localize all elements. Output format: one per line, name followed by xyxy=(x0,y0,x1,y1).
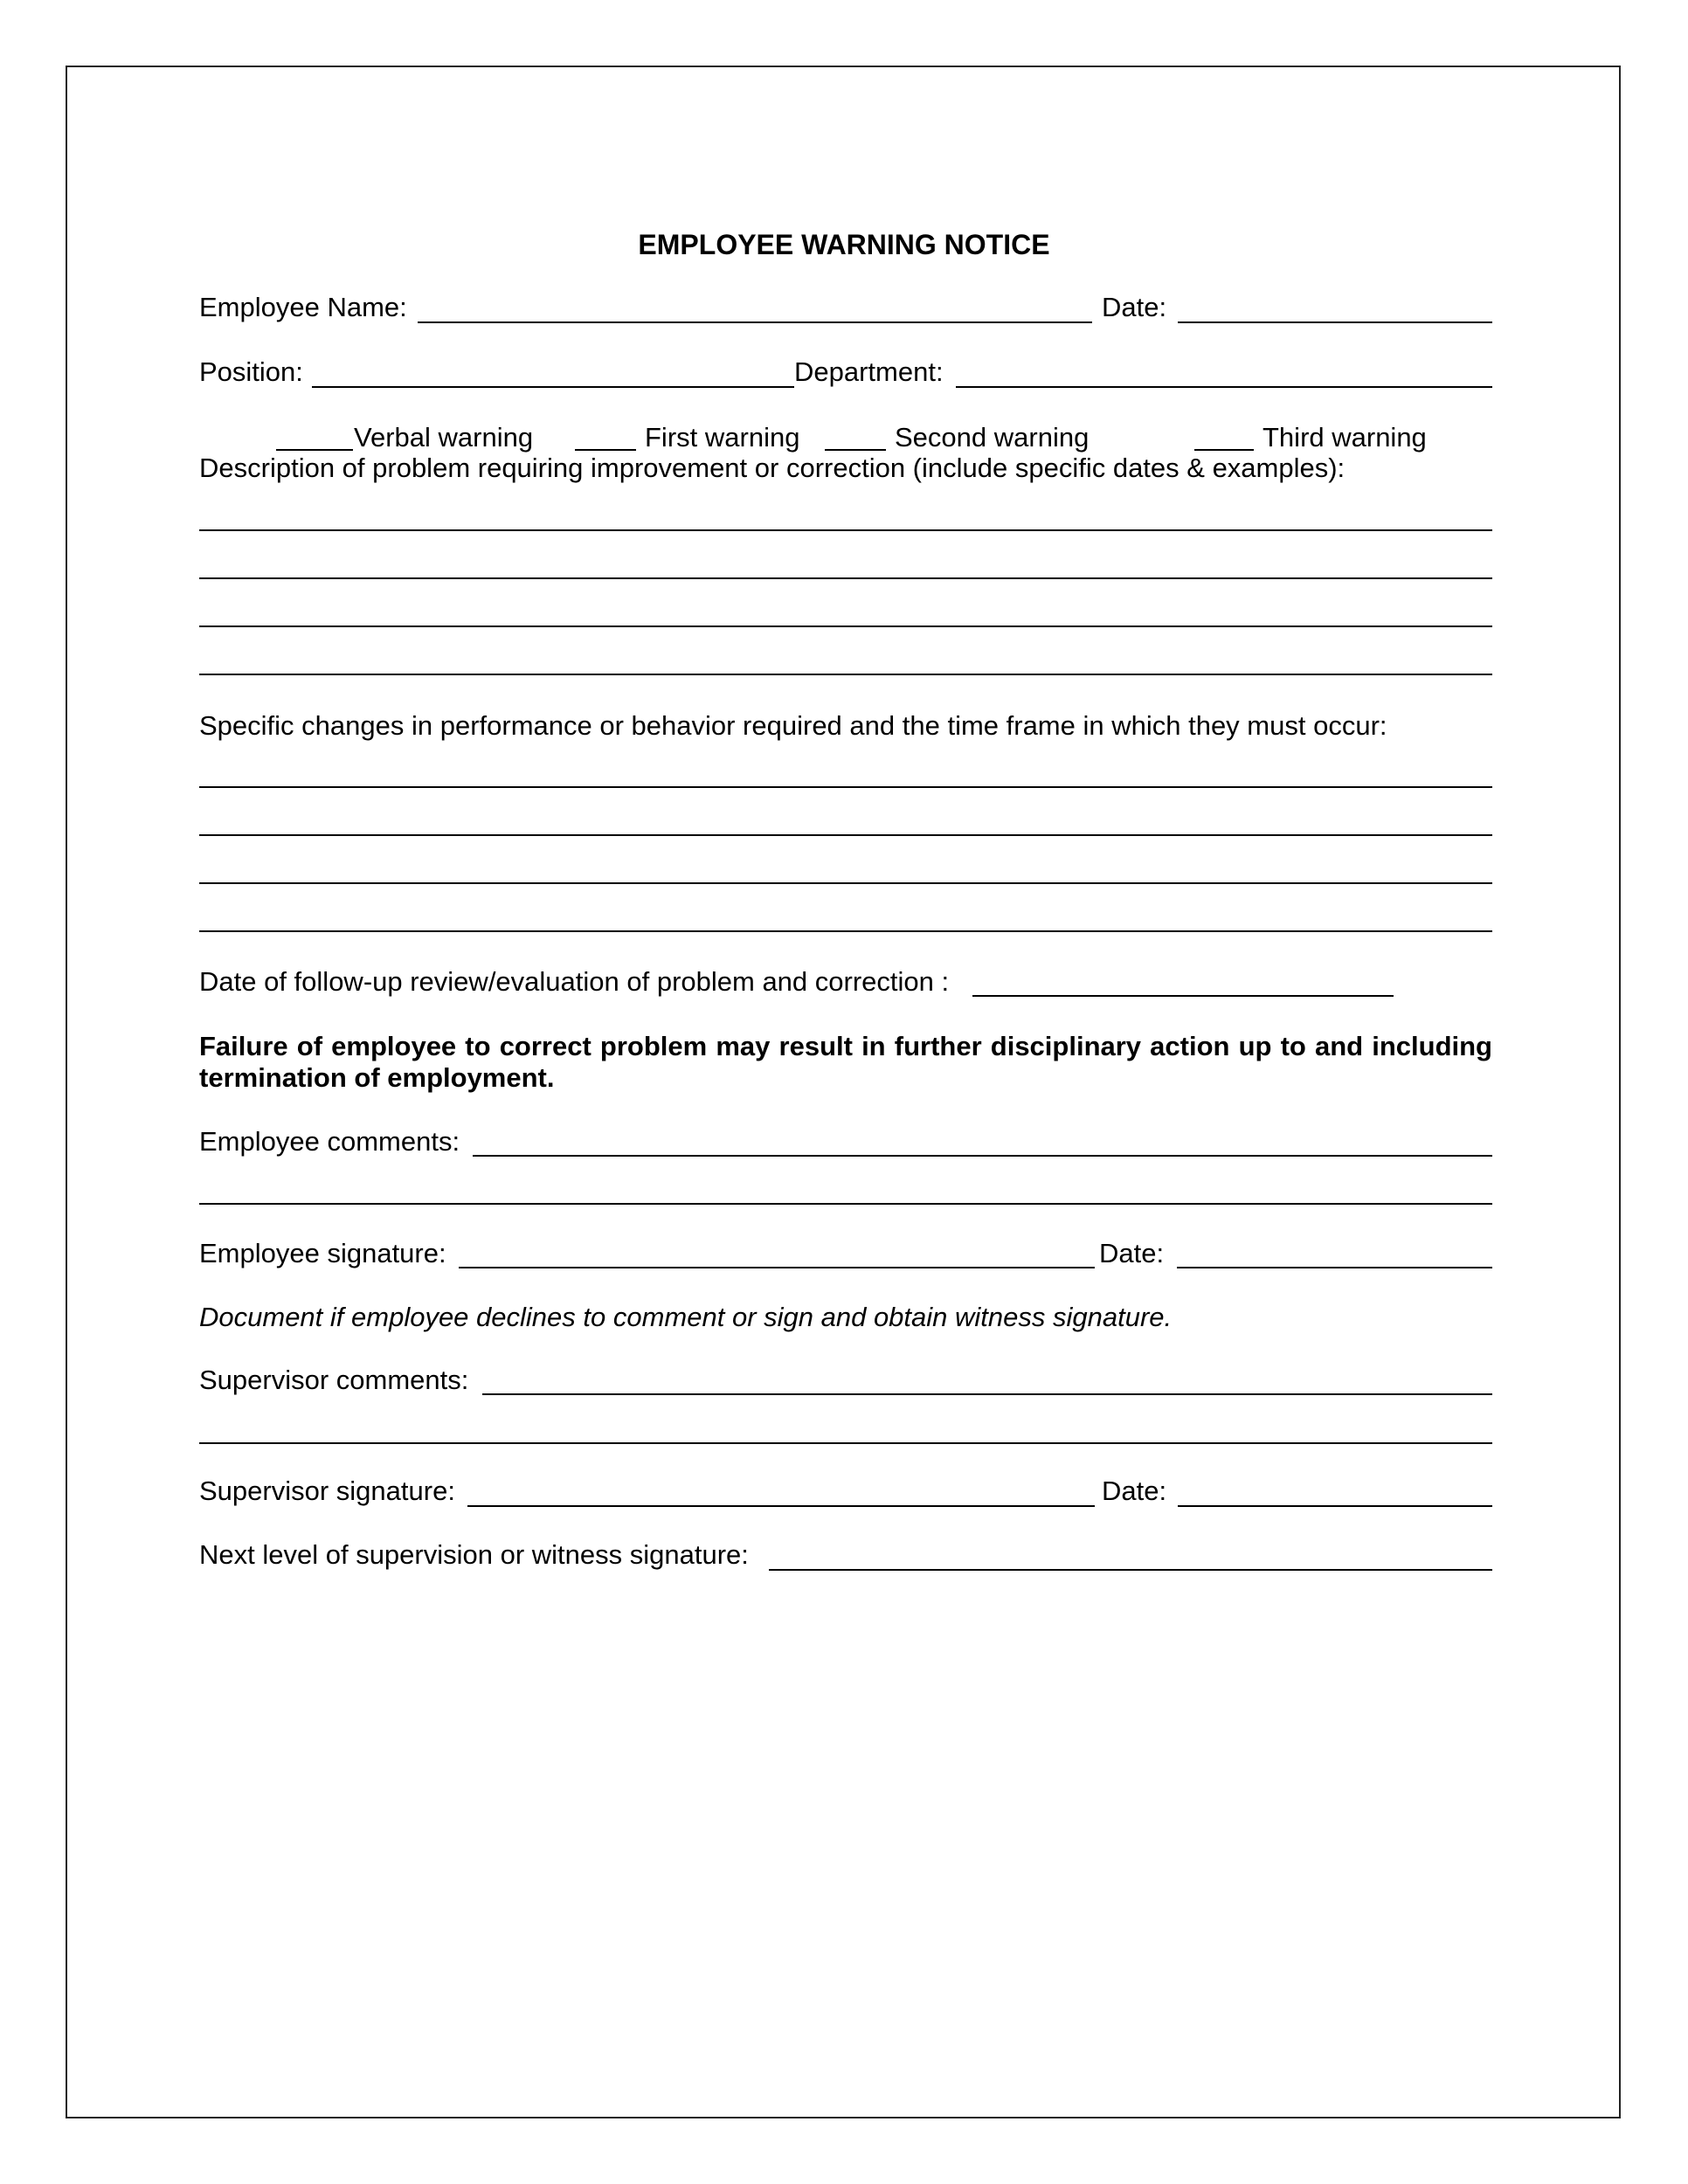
employee-signature-field[interactable] xyxy=(459,1267,1095,1268)
supervisor-date-label: Date: xyxy=(1102,1476,1167,1506)
employee-date-label: Date: xyxy=(1099,1238,1165,1268)
changes-line-4[interactable] xyxy=(199,930,1492,932)
employee-name-field[interactable] xyxy=(418,321,1092,323)
verbal-warning-blank[interactable] xyxy=(276,449,353,451)
employee-name-label: Employee Name: xyxy=(199,292,407,322)
department-label: Department: xyxy=(794,356,944,387)
description-line-3[interactable] xyxy=(199,625,1492,627)
position-label: Position: xyxy=(199,356,303,387)
supervisor-signature-field[interactable] xyxy=(467,1505,1095,1507)
supervisor-comments-label: Supervisor comments: xyxy=(199,1365,469,1395)
followup-label: Date of follow-up review/evaluation of problem and correction : xyxy=(199,966,950,997)
supervisor-comments-line-1[interactable] xyxy=(482,1393,1492,1395)
supervisor-date-field[interactable] xyxy=(1178,1505,1492,1507)
position-field[interactable] xyxy=(312,386,794,388)
next-level-signature-field[interactable] xyxy=(769,1569,1492,1571)
department-field[interactable] xyxy=(956,386,1492,388)
employee-date-field[interactable] xyxy=(1177,1267,1492,1268)
third-warning-label: Third warning xyxy=(1263,422,1427,453)
description-label: Description of problem requiring improvement or correction (include specific dates & examples): xyxy=(199,453,1346,483)
followup-date-field[interactable] xyxy=(972,995,1394,997)
changes-label: Specific changes in performance or behavior required and the time frame in which they must occur: xyxy=(199,710,1387,741)
next-level-label: Next level of supervision or witness signature: xyxy=(199,1539,749,1570)
changes-line-3[interactable] xyxy=(199,882,1492,884)
failure-notice: Failure of employee to correct problem may result in further disciplinary action up to and including termination of employment. xyxy=(199,1031,1492,1093)
third-warning-blank[interactable] xyxy=(1194,449,1254,451)
first-warning-label: First warning xyxy=(645,422,800,453)
changes-line-2[interactable] xyxy=(199,834,1492,836)
date-label: Date: xyxy=(1102,292,1167,322)
employee-comments-line-1[interactable] xyxy=(473,1155,1492,1157)
decline-note: Document if employee declines to comment or sign and obtain witness signature. xyxy=(199,1302,1173,1332)
second-warning-label: Second warning xyxy=(895,422,1090,453)
changes-line-1[interactable] xyxy=(199,786,1492,788)
supervisor-signature-label: Supervisor signature: xyxy=(199,1476,455,1506)
description-line-1[interactable] xyxy=(199,529,1492,531)
supervisor-comments-line-2[interactable] xyxy=(199,1442,1492,1444)
employee-comments-line-2[interactable] xyxy=(199,1203,1492,1205)
date-field[interactable] xyxy=(1178,321,1492,323)
description-line-4[interactable] xyxy=(199,674,1492,675)
second-warning-blank[interactable] xyxy=(825,449,886,451)
form-title: EMPLOYEE WARNING NOTICE xyxy=(638,229,1050,260)
employee-comments-label: Employee comments: xyxy=(199,1126,460,1157)
description-line-2[interactable] xyxy=(199,577,1492,579)
first-warning-blank[interactable] xyxy=(575,449,636,451)
employee-signature-label: Employee signature: xyxy=(199,1238,446,1268)
verbal-warning-label: Verbal warning xyxy=(354,422,534,453)
